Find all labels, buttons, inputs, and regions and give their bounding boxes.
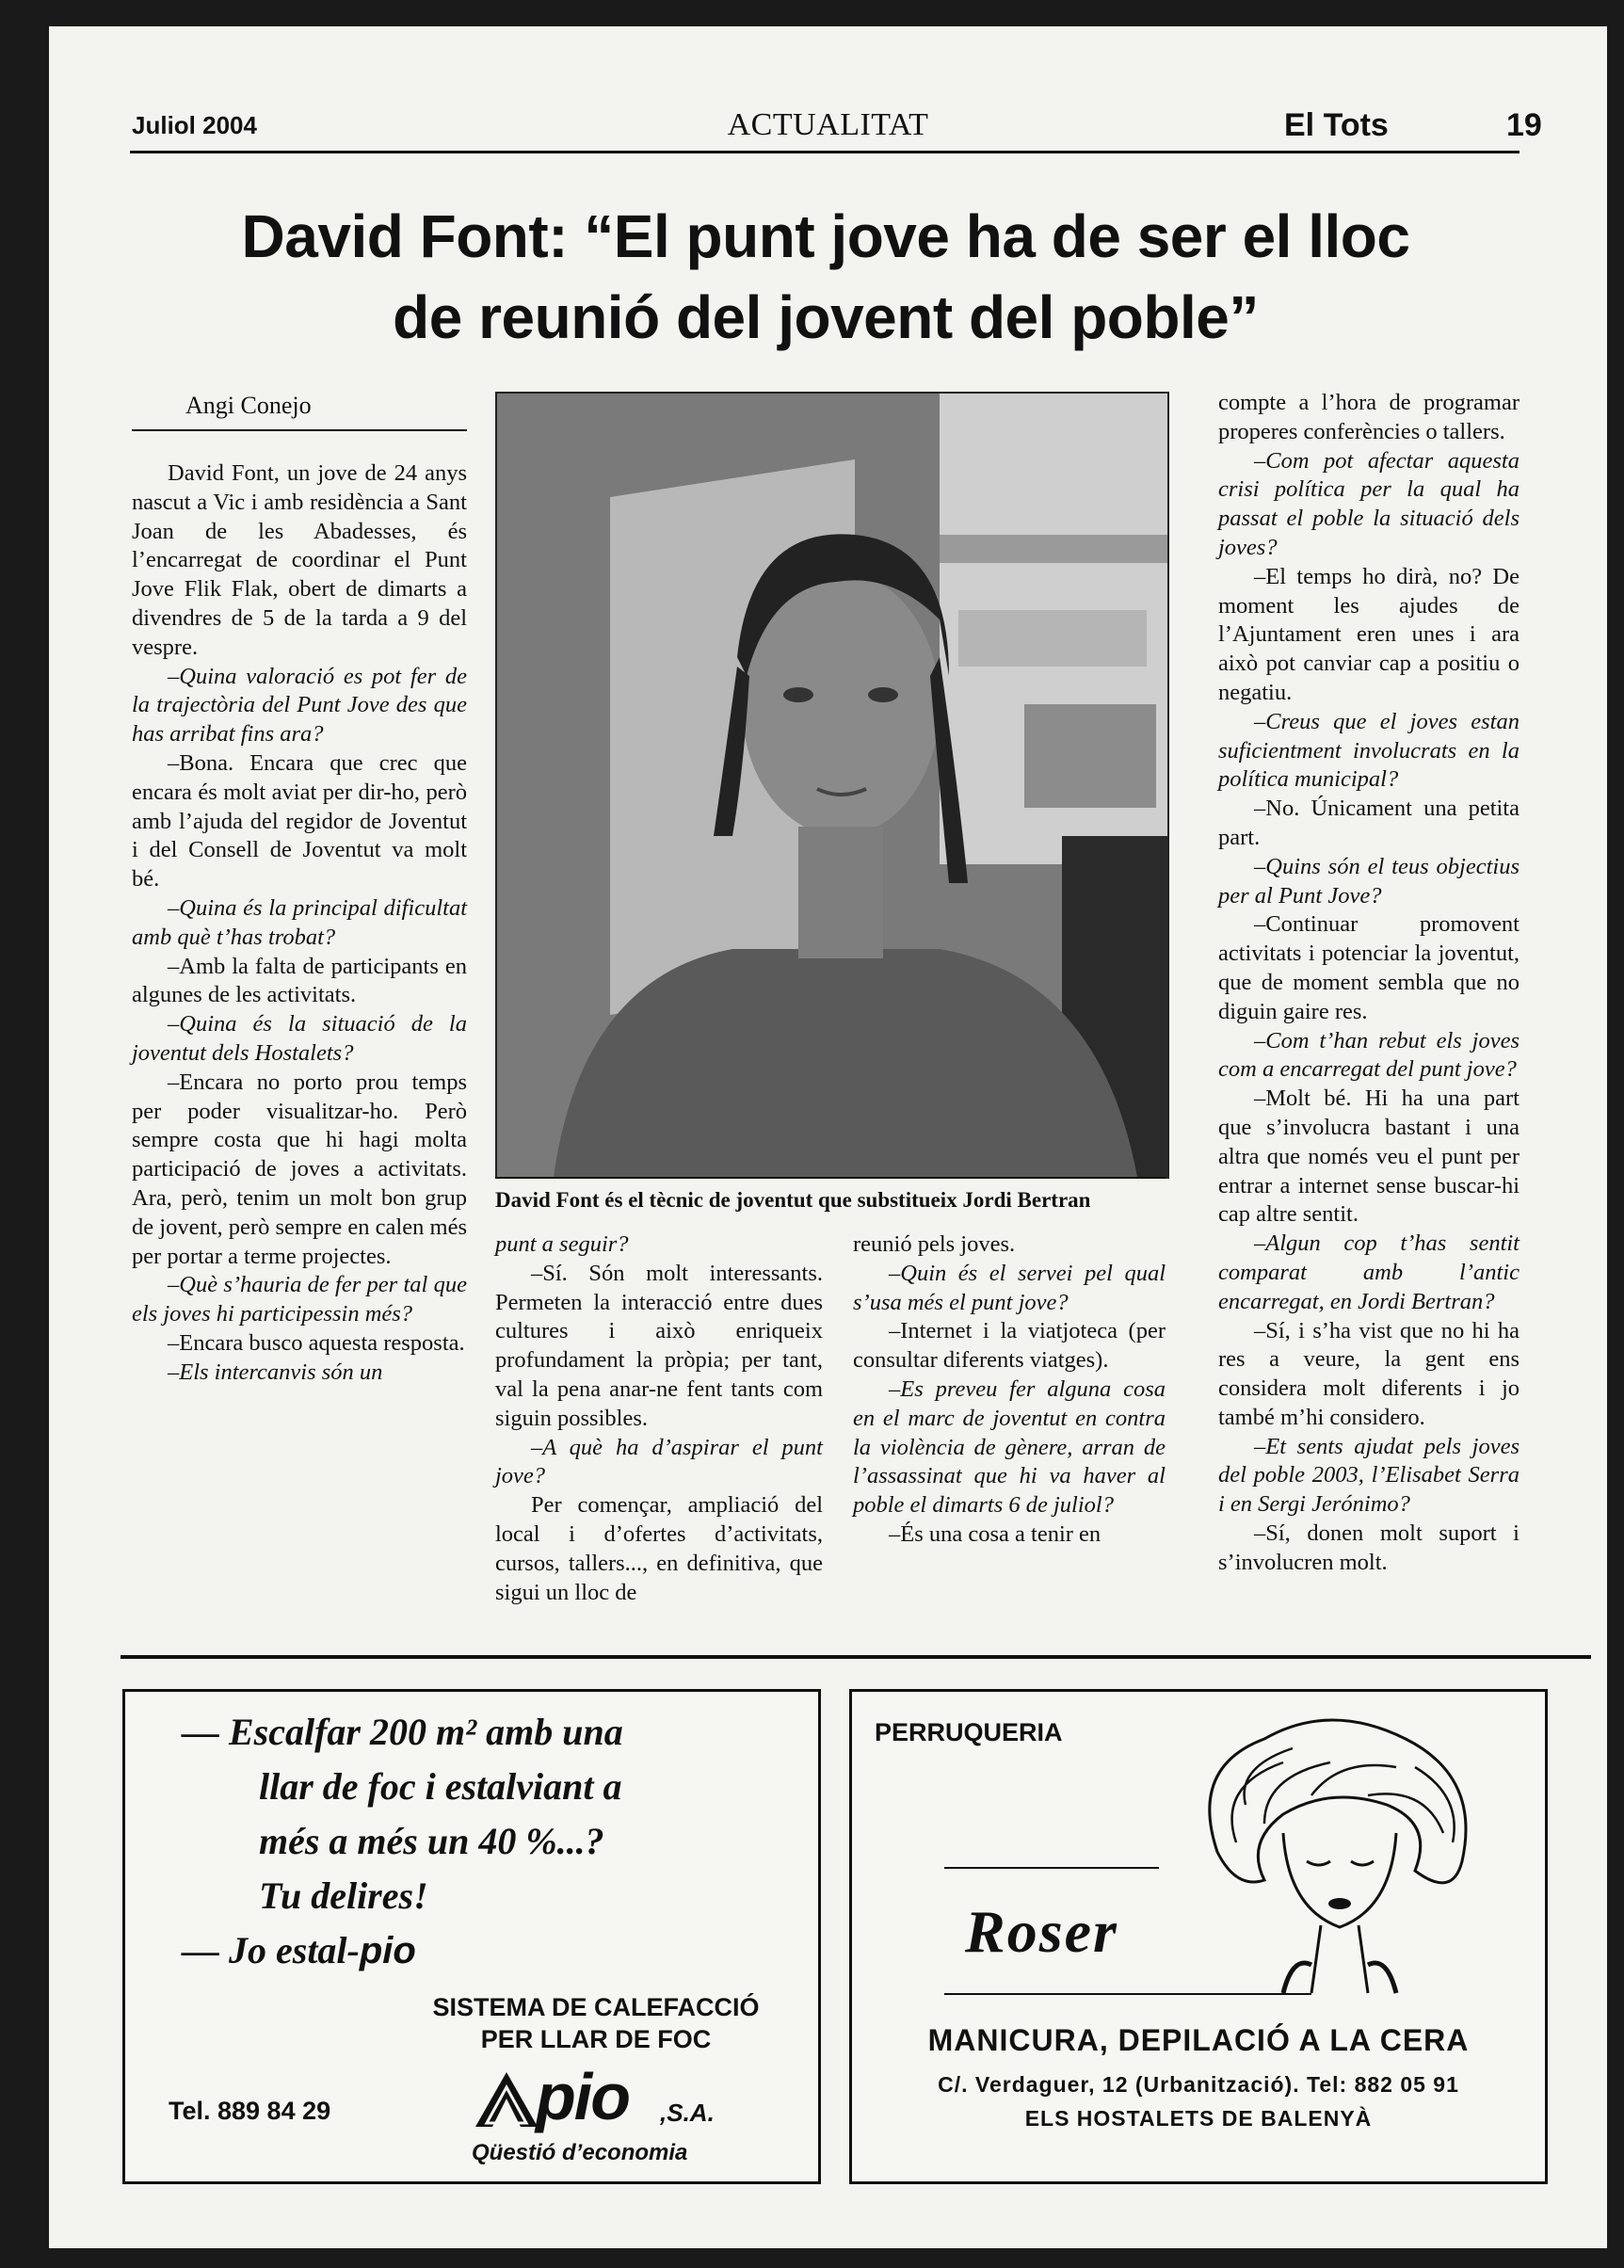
ad-slogan-brand: pio: [359, 1930, 416, 1971]
paragraph: –Encara no porto prou temps per poder visualitzar-ho. Però sempre costa que hi hagi molta participació de joves a activitats. Ara, però, tenim un molt bon grup de jovent, però sempre en calen més per portar a terme projectes.: [132, 1069, 467, 1269]
woman-portrait-icon: [1180, 1711, 1490, 2003]
article-column-2: [495, 1231, 823, 1607]
ad-perruqueria: [849, 1689, 1548, 2184]
ad-slogan-line-3: més a més un 40 %...?: [259, 1820, 604, 1862]
paragraph: –Internet i la viatjoteca (per consultar diferents viatges).: [853, 1318, 1166, 1374]
paragraph: Per començar, ampliació del local i d’ofertes d’activitats, cursos, tallers..., en definitiva, que sigui un lloc de: [495, 1492, 823, 1605]
paragraph: –Encara busco aquesta resposta.: [168, 1329, 465, 1356]
ad-tagline: Qüestió d’economia: [472, 2140, 688, 2165]
ad-slogan-line-5: [182, 1923, 623, 1978]
ad-slogan-line-2: llar de foc i estalviant a: [259, 1765, 622, 1808]
paragraph: compte a l’hora de programar properes conferències o tallers.: [1218, 390, 1519, 444]
ad-town: ELS HOSTALETS DE BALENYÀ: [1024, 2106, 1373, 2131]
ad-slogan-line-4: Tu delires!: [259, 1874, 428, 1917]
ads-divider: [121, 1655, 1591, 1659]
ad-heading-line-2: PER LLAR DE FOC: [480, 2025, 712, 2053]
interview-question: –Com pot afectar aquesta crisi política per la qual ha passat el poble la situació dels joves?: [1218, 447, 1519, 560]
paragraph: –Sí, donen molt suport i s’involucren molt.: [1218, 1520, 1519, 1575]
ad-calefaccio: [122, 1689, 821, 2184]
photo-caption: David Font és el tècnic de joventut que substitueix Jordi Bertran: [495, 1188, 1091, 1212]
interview-question: –Els intercanvis són un: [168, 1359, 383, 1385]
author-byline: Angi Conejo: [185, 392, 312, 419]
interview-question: –Creus que el joves estan suficientment involucrats en la política municipal?: [1218, 708, 1519, 793]
logo-suffix: ,S.A.: [660, 2099, 715, 2127]
ad-phone: Tel. 889 84 29: [169, 2097, 331, 2125]
paragraph: –Amb la falta de participants en algunes de les activitats.: [132, 953, 467, 1008]
logo-wordmark: pio: [536, 2060, 629, 2133]
paragraph: –És una cosa a tenir en: [889, 1520, 1101, 1547]
issue-date: Juliol 2004: [132, 111, 257, 139]
interview-question: –Quin és el servei pel qual s’usa més el punt jove?: [853, 1260, 1166, 1315]
byline-rule: [132, 429, 467, 431]
interview-question: –Algun cop t’has sentit comparat amb l’antic encarregat, en Jordi Bertran?: [1218, 1231, 1519, 1314]
ad-slogan-line-1: — Escalfar 200 m² amb una: [182, 1711, 623, 1753]
ad-rule-top: [944, 1867, 1159, 1869]
interview-question: –Et sents ajudat pels joves del poble 2003, l’Elisabet Serra i en Sergi Jerónimo?: [1218, 1433, 1519, 1518]
paragraph: –Sí. Són molt interessants. Permeten la interacció entre dues cultures i això enriqueix profundament la pròpia; per tant, val la pena anar-ne fent tants com siguin possibles.: [495, 1260, 823, 1431]
paragraph: –Continuar promovent activitats i potenciar la joventut, que de moment sembla que no diguin gaire res.: [1218, 911, 1519, 1024]
ad-slogan-block: [182, 1705, 623, 1978]
portrait-illustration: [497, 394, 1167, 1177]
interview-question: –Es preveu fer alguna cosa en el marc de joventut en contra la violència de gènere, arran de l’assassinat que hi va haver al poble el dimarts 6 de juliol?: [853, 1375, 1166, 1519]
title-line-1: David Font: “El punt jove ha de ser el lloc: [241, 202, 1410, 270]
ad-salon-name: Roser: [965, 1898, 1118, 1965]
paragraph: –Molt bé. Hi ha una part que s’involucra bastant i una altra que només veu el punt per entrar a internet sense buscar-hi cap altre sentit.: [1218, 1086, 1519, 1228]
page-number: 19: [1506, 107, 1542, 143]
interview-question: –Com t’han rebut els joves com a encarregat del punt jove?: [1218, 1027, 1519, 1083]
publication-name: El Tots: [1284, 107, 1389, 143]
article-column-3: [853, 1231, 1166, 1550]
interview-question: –Quina és la situació de la joventut dels Hostalets?: [132, 1011, 467, 1066]
interview-question: –Quina és la principal dificultat amb què t’has trobat?: [132, 894, 467, 950]
article-column-1: [132, 459, 467, 1388]
interview-question: –Què s’hauria de fer per tal que els joves hi participessin més?: [132, 1272, 467, 1327]
paragraph: –El temps ho dirà, no? De moment les ajudes de l’Ajuntament eren unes i ara això pot canviar cap a positiu o negatiu.: [1218, 563, 1519, 705]
article-title: [115, 196, 1536, 358]
triangle-logo-icon: [474, 2070, 539, 2129]
section-title: ACTUALITAT: [727, 107, 929, 142]
paragraph: reunió pels joves.: [853, 1231, 1016, 1257]
portrait-photo: [495, 392, 1169, 1179]
ad-shop-type: PERRUQUERIA: [875, 1718, 1063, 1746]
article-column-4: [1218, 389, 1519, 1578]
ad-slogan-line-5-text: — Jo estal-: [182, 1929, 360, 1971]
title-line-2: de reunió del jovent del poble”: [393, 283, 1259, 351]
newspaper-page: [49, 26, 1607, 2248]
ad-heading-line-1: SISTEMA DE CALEFACCIÓ: [432, 1993, 760, 2021]
ad-heading: [398, 1991, 794, 2055]
paragraph: –No. Únicament una petita part.: [1218, 796, 1519, 850]
ad-address: C/. Verdaguer, 12 (Urbanització). Tel: 882 05 91: [938, 2072, 1459, 2097]
paragraph: David Font, un jove de 24 anys nascut a Vic i amb residència a Sant Joan de les Abadesses, és l’encarregat de coordinar el Punt Jove Flik Flak, obert de dimarts a divendres de 5 de la tarda a 9 del vespre.: [132, 460, 467, 660]
interview-question: punt a seguir?: [495, 1231, 629, 1257]
ad-services: MANICURA, DEPILACIÓ A LA CERA: [927, 2023, 1470, 2057]
interview-question: –Quina valoració es pot fer de la trajectòria del Punt Jove des que has arribat fins ara?: [132, 663, 467, 748]
paragraph: –Bona. Encara que crec que encara és molt aviat per dir-ho, però amb l’ajuda del regidor de Joventut i del Consell de Joventut va molt bé.: [132, 749, 467, 893]
header-rule: [130, 151, 1519, 153]
interview-question: –Quins són el teus objectius per al Punt Jove?: [1218, 853, 1519, 909]
caption-rule: [495, 1177, 1166, 1179]
interview-question: –A què ha d’aspirar el punt jove?: [495, 1434, 823, 1489]
paragraph: –Sí, i s’ha vist que no hi ha res a veure, la gent ens considera molt diferents i jo també m’hi considero.: [1218, 1317, 1519, 1430]
